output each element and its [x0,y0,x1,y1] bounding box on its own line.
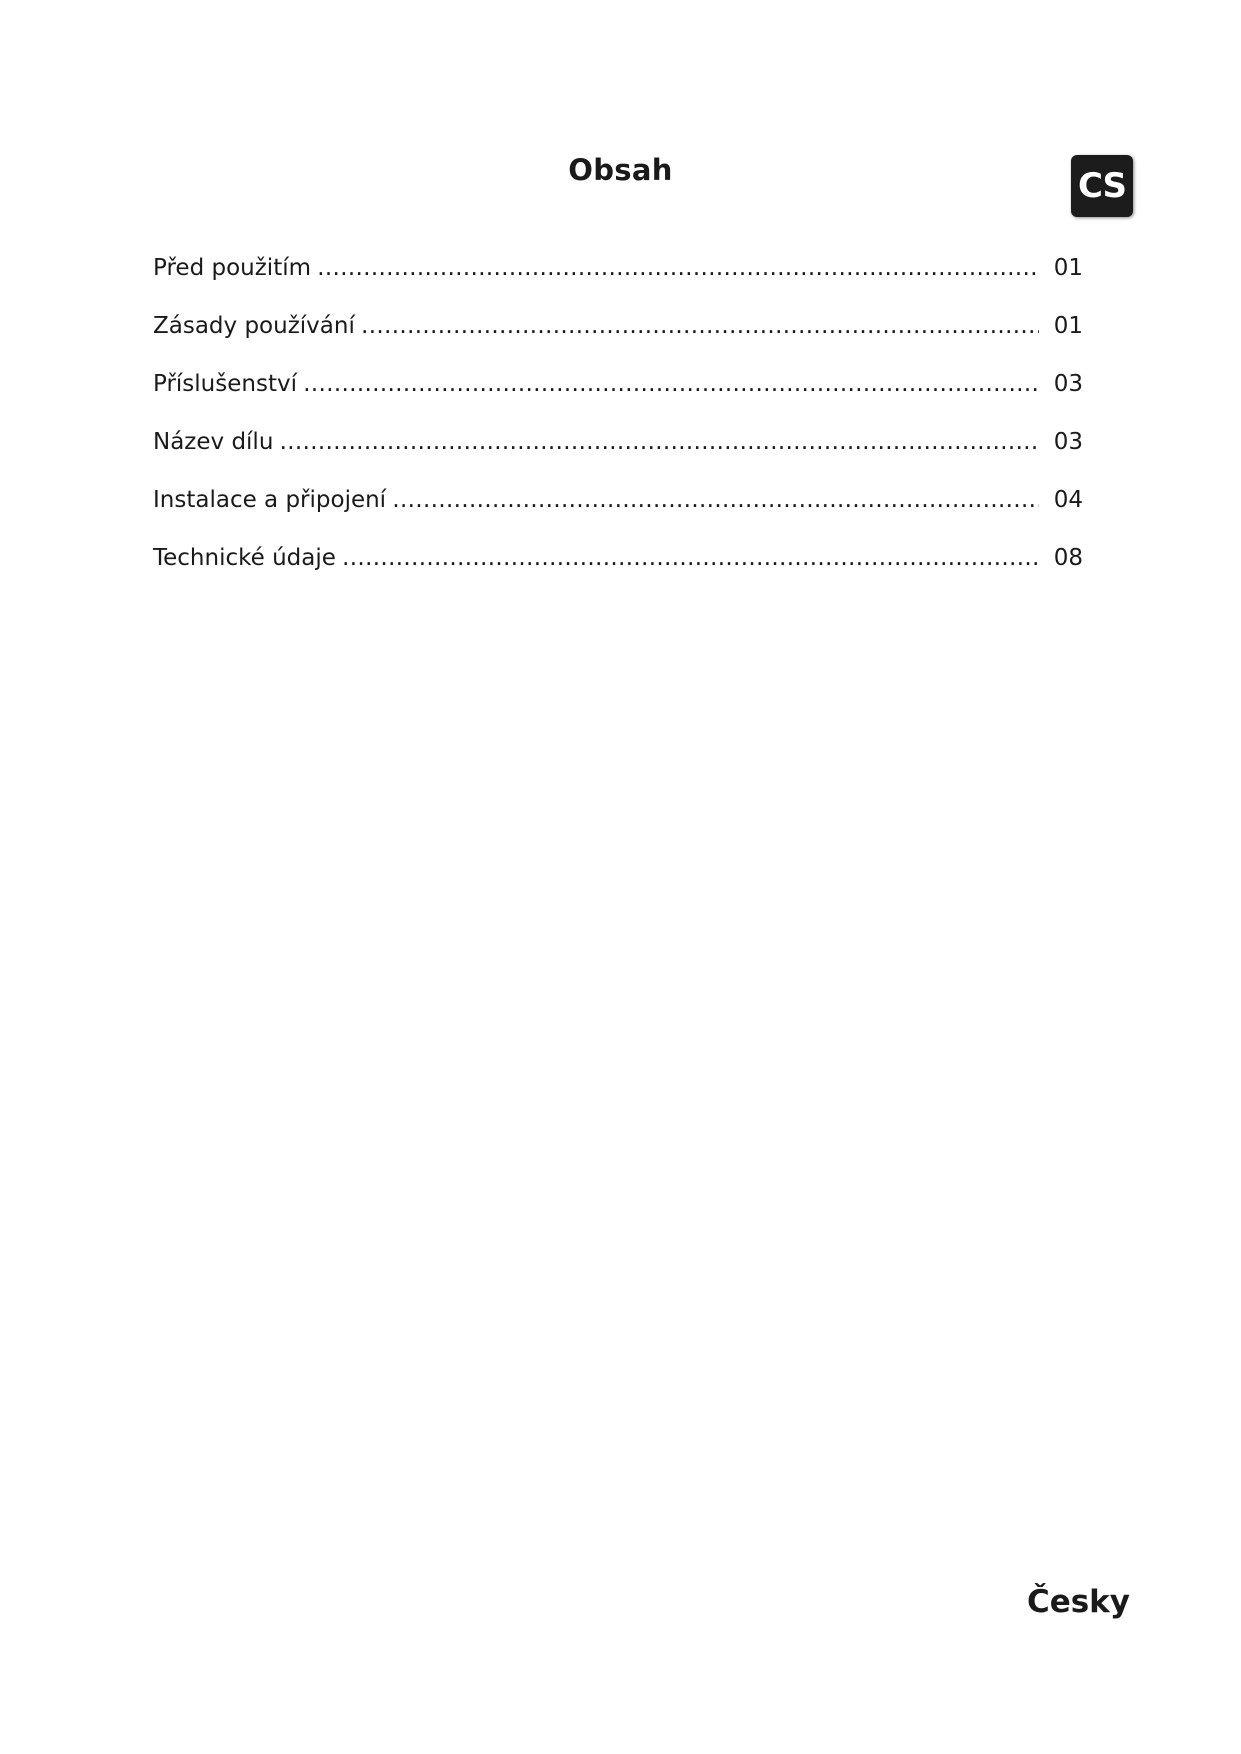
toc-entry-page: 03 [1053,371,1083,397]
toc-entry-nazev-dilu [153,422,1083,480]
toc-entry-page: 04 [1053,487,1083,513]
toc-dot-leader [303,364,1039,404]
toc-entry-label: Název dílu [153,429,274,455]
toc-dot-leader [361,306,1039,346]
toc-entry-page: 01 [1053,255,1083,281]
toc-entry-page: 08 [1053,545,1083,571]
toc-entry-zasady-pouzivani [153,306,1083,364]
toc-entry-page: 01 [1053,313,1083,339]
page-title: Obsah [568,153,673,187]
toc-entry-technicke-udaje [153,538,1083,596]
toc-entry-instalace-a-pripojeni [153,480,1083,538]
toc-dot-leader [342,538,1039,578]
footer-language-label: Česky [1026,1584,1130,1620]
toc-dot-leader [392,480,1039,520]
toc-entry-label: Před použitím [153,255,312,281]
toc-entry-page: 03 [1053,429,1083,455]
table-of-contents [153,248,1083,596]
toc-entry-label: Instalace a připojení [153,487,387,513]
toc-dot-leader [279,422,1039,462]
toc-entry-prislusenstvi [153,364,1083,422]
toc-entry-label: Technické údaje [153,545,336,571]
toc-dot-leader [317,248,1039,288]
language-badge: CS [1071,155,1133,217]
toc-entry-pred-pouzitim [153,248,1083,306]
toc-entry-label: Příslušenství [153,371,297,397]
toc-entry-label: Zásady používání [153,313,355,339]
